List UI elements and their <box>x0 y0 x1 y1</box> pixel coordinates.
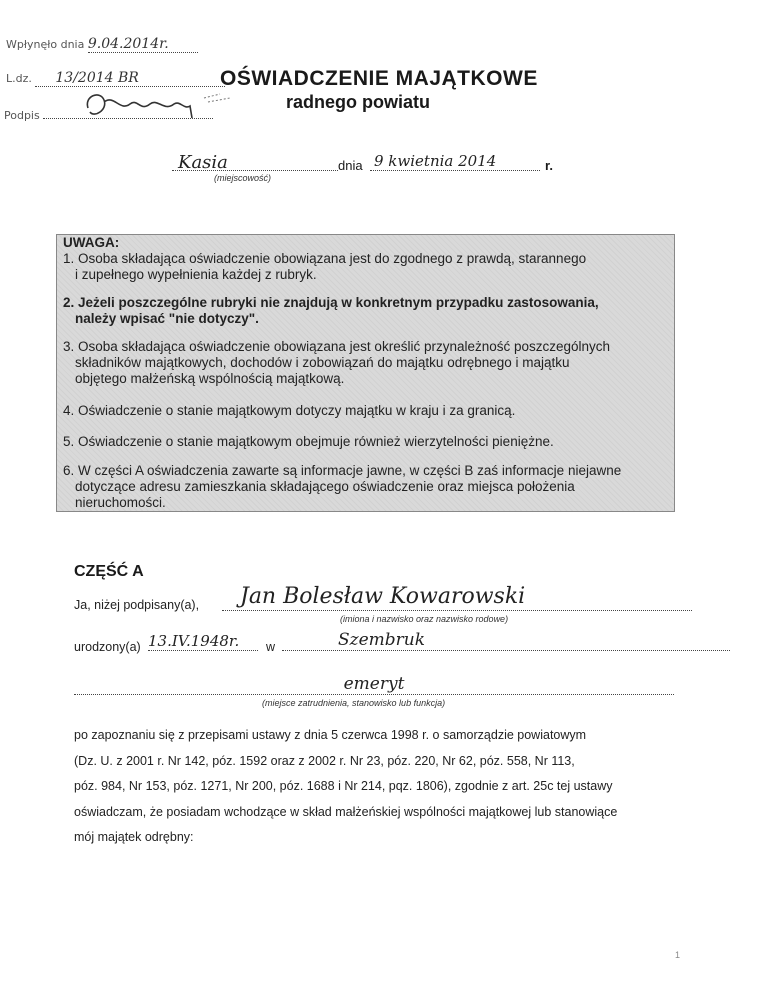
notice-line: dotyczące adresu zamieszkania składającego oświadczenie oraz miejsca położenia <box>75 479 575 494</box>
reference-number-value: 13/2014 BR <box>35 70 225 87</box>
place-caption: (miejscowość) <box>214 173 272 183</box>
birth-date-value: 13.IV.1948r. <box>148 632 258 651</box>
notice-line: 1. Osoba składająca oświadczenie obowiązana jest do zgodnego z prawdą, starannego <box>63 251 587 266</box>
notice-line: składników majątkowych, dochodów i zobowiązań do majątku odrębnego i majątku <box>75 355 570 370</box>
notice-line: należy wpisać "nie dotyczy". <box>75 311 259 326</box>
notice-line: 4. Oświadczenie o stanie majątkowym dotyczy majątku w kraju i za granicą. <box>63 403 516 418</box>
paragraph-line: póz. 984, Nr 153, póz. 1271, Nr 200, póz. 1688 i Nr 214, pqz. 1806), zgodnie z art. 25c tej ustawy <box>74 779 613 793</box>
notice-line: 2. Jeżeli poszczególne rubryki nie znajdują w konkretnym przypadku zastosowania, <box>63 295 599 310</box>
handwritten-signature <box>80 88 240 124</box>
page-number: 1 <box>675 950 681 960</box>
employment-caption: (miejsce zatrudnienia, stanowisko lub funkcja) <box>262 698 446 708</box>
notice-line: 5. Oświadczenie o stanie majątkowym obejmuje również wierzytelności pieniężne. <box>63 434 554 449</box>
date-label: dnia <box>338 158 363 173</box>
full-name-caption: (imiona i nazwisko oraz nazwisko rodowe) <box>340 614 509 624</box>
received-stamp-line <box>6 36 198 53</box>
page-subtitle: radnego powiatu <box>286 92 430 112</box>
received-date-value: 9.04.2014r. <box>88 36 198 53</box>
reference-number-line <box>6 70 225 87</box>
notice-line: i zupełnego wypełnienia każdej z rubryk. <box>75 267 317 282</box>
undersigned-label: Ja, niżej podpisany(a), <box>74 598 200 612</box>
part-a-heading: CZĘŚĆ A <box>74 563 144 580</box>
notice-box <box>56 234 675 512</box>
reference-number-label: L.dz. <box>6 72 32 85</box>
paragraph-line: (Dz. U. z 2001 r. Nr 142, póz. 1592 oraz z 2002 r. Nr 23, póz. 220, Nr 62, póz. 558, Nr 113, <box>74 754 575 768</box>
page-title: OŚWIADCZENIE MAJĄTKOWE <box>220 67 538 90</box>
received-label: Wpłynęło dnia <box>6 38 85 51</box>
date-suffix: r. <box>545 158 553 173</box>
notice-line: nieruchomości. <box>75 495 166 510</box>
full-name-value: Jan Bolesław Kowarowski <box>222 584 692 611</box>
place-value: Kasia <box>172 152 338 171</box>
paragraph-line: oświadczam, że posiadam wchodzące w skład małżeńskiej wspólności majątkowej lub stanowiące <box>74 805 618 819</box>
notice-heading: UWAGA: <box>63 235 120 250</box>
signature-label: Podpis <box>4 109 40 122</box>
notice-line: objętego małżeńską wspólnością majątkową. <box>75 371 345 386</box>
notice-line: 6. W części A oświadczenia zawarte są informacje jawne, w części B zaś informacje niejawne <box>63 463 622 478</box>
paragraph-line: po zapoznaniu się z przepisami ustawy z dnia 5 czerwca 1998 r. o samorządzie powiatowym <box>74 728 587 742</box>
born-in-label: w <box>266 640 276 654</box>
date-value: 9 kwietnia 2014 <box>370 152 540 171</box>
employment-value: emeryt <box>74 674 674 695</box>
paragraph-line: mój majątek odrębny: <box>74 830 194 844</box>
birth-place-value: Szembruk <box>282 630 730 651</box>
notice-line: 3. Osoba składająca oświadczenie obowiązana jest określić przynależność poszczególnych <box>63 339 611 354</box>
born-label: urodzony(a) <box>74 640 141 654</box>
